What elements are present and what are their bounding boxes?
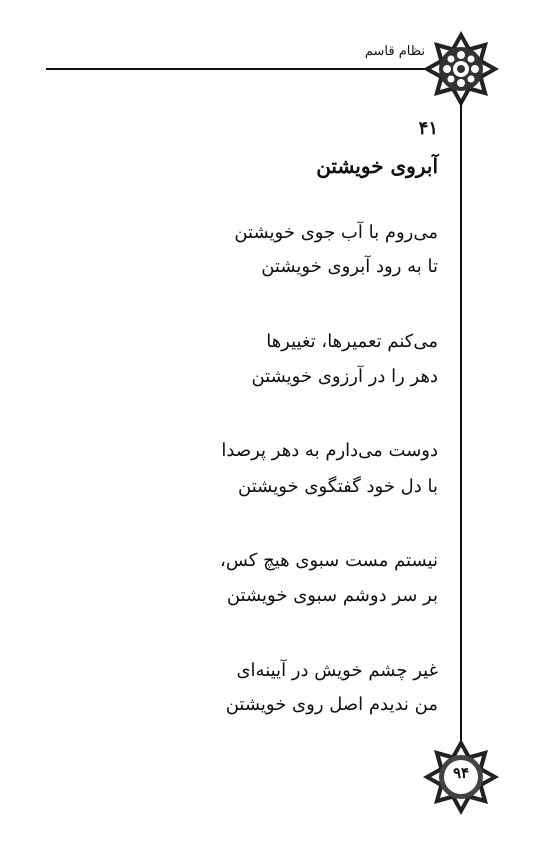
verse-line: بر سر دوشم سبوی خویشتن (226, 585, 438, 606)
verse-line: دهر را در آرزوی خویشتن (251, 366, 438, 387)
verse-line: من ندیدم اصل روی خویشتن (225, 694, 438, 715)
poem-number: ۴۱ (418, 118, 438, 139)
vertical-rule (460, 100, 462, 745)
header-rule (46, 68, 436, 70)
verse-line: می‌کنم تعمیرها، تغییرها (266, 331, 438, 352)
verse-line: تا به رود آبروی خویشتن (261, 256, 438, 277)
star-rosette-icon (421, 29, 501, 109)
page-number: ۹۴ (452, 764, 470, 782)
poem-title: آبروی خویشتن (316, 154, 438, 178)
verse-line: دوست می‌دارم به دهر پرصدا (221, 440, 438, 461)
verse-line: با دل خود گفتگوی خویشتن (238, 476, 438, 497)
verse-line: می‌روم با آب جوی خویشتن (234, 222, 438, 243)
verse-line: نیستم مست سبوی هیچ کس، (220, 550, 438, 571)
running-header-author: نظام قاسم (364, 44, 425, 59)
verse-line: غیر چشم خویش در آیینه‌ای (236, 660, 438, 681)
